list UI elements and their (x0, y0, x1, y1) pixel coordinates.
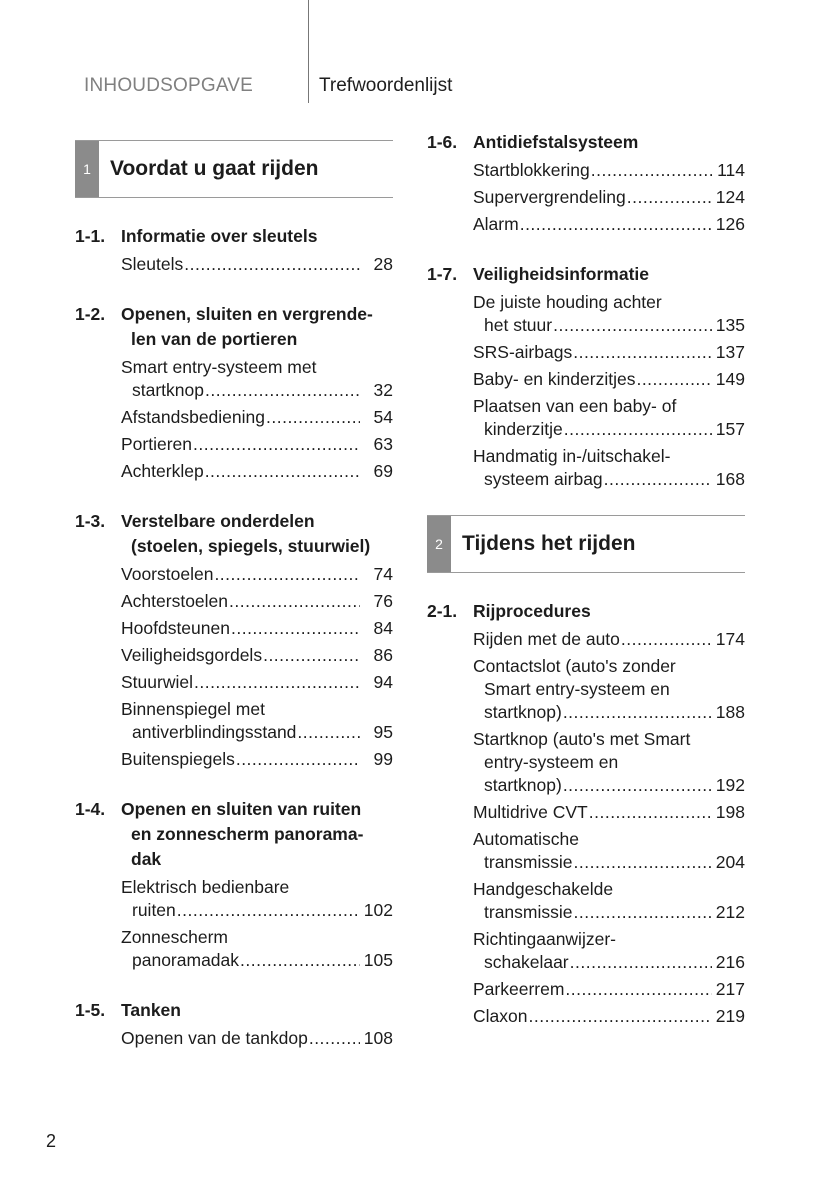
section-items (121, 253, 393, 276)
entry-page-number: 157 (715, 419, 745, 439)
entry-label-line: entry-systeem en (484, 752, 619, 772)
entry-label-line: Startblokkering (473, 160, 590, 180)
section-title (473, 262, 745, 287)
entry-page-number: 28 (373, 254, 393, 274)
toc-entry[interactable] (473, 628, 745, 651)
toc-section (427, 262, 745, 491)
chapter-title: Tijdens het rijden (462, 532, 636, 555)
section-title (473, 599, 745, 624)
section-items (121, 876, 393, 972)
section-items (473, 628, 745, 1028)
section-number: 1-4. (75, 799, 106, 819)
toc-entry[interactable] (121, 876, 393, 922)
toc-section (75, 998, 393, 1050)
dot-leader (553, 314, 712, 337)
entry-row (473, 774, 745, 797)
toc-entry[interactable] (121, 356, 393, 402)
entry-label-line: Automatische (473, 829, 580, 849)
dot-leader (184, 253, 360, 276)
entry-row (473, 628, 745, 651)
section-title (121, 302, 393, 352)
entry-page-number: 188 (715, 702, 745, 722)
toc-entry[interactable] (121, 406, 393, 429)
section-title-line: Informatie over sleutels (121, 226, 318, 246)
entry-label-line: het stuur (484, 315, 553, 335)
dot-leader (564, 418, 712, 441)
dot-leader (194, 671, 360, 694)
toc-entry[interactable] (121, 460, 393, 483)
entry-label-line: Claxon (473, 1006, 528, 1026)
toc-entry[interactable] (473, 828, 745, 874)
dot-leader (309, 1027, 360, 1050)
entry-label-line: ruiten (132, 900, 176, 920)
section-title-line: Verstelbare onderdelen (121, 511, 315, 531)
entry-row (121, 671, 393, 694)
entry-label-line: Binnenspiegel met (121, 699, 265, 719)
section-title-line: dak (131, 849, 162, 869)
entry-label-line: De juiste houding achter (473, 292, 662, 312)
dot-leader (589, 801, 712, 824)
entry-row (473, 978, 745, 1001)
entry-page-number: 94 (373, 672, 393, 692)
entry-label-line: systeem airbag (484, 469, 603, 489)
entry-row (473, 468, 745, 491)
entry-label-line: Zonnescherm (121, 927, 228, 947)
entry-row (473, 341, 745, 364)
entry-label-line: schakelaar (484, 952, 569, 972)
entry-page-number: 217 (715, 979, 745, 999)
entry-page-number: 76 (373, 591, 393, 611)
dot-leader (604, 468, 712, 491)
section-number: 1-1. (75, 226, 106, 246)
entry-row (121, 590, 393, 613)
section-title-line: Tanken (121, 1000, 181, 1020)
header-index-tab[interactable]: Trefwoordenlijst (319, 75, 453, 96)
entry-label-line: Richtingaanwijzer- (473, 929, 616, 949)
entry-row (473, 701, 745, 724)
entry-label-line: Startknop (auto's met Smart (473, 729, 691, 749)
toc-entry[interactable] (473, 878, 745, 924)
dot-leader (297, 721, 360, 744)
toc-right-column (427, 130, 745, 1032)
entry-row (473, 213, 745, 236)
toc-entry[interactable] (473, 395, 745, 441)
toc-section (427, 130, 745, 236)
dot-leader (573, 341, 712, 364)
section-title (121, 797, 393, 872)
entry-label-line: Portieren (121, 434, 193, 454)
entry-label-line: Smart entry-systeem met (121, 357, 317, 377)
dot-leader (591, 159, 712, 182)
section-title-line: Rijprocedures (473, 601, 591, 621)
entry-label-line: Contactslot (auto's zonder (473, 656, 676, 676)
toc-entry[interactable] (121, 671, 393, 694)
section-number: 1-6. (427, 132, 458, 152)
section-items (121, 1027, 393, 1050)
entry-page-number: 105 (363, 950, 393, 970)
section-title (121, 998, 393, 1023)
entry-label-line: Alarm (473, 214, 519, 234)
entry-page-number: 198 (715, 802, 745, 822)
entry-row (121, 617, 393, 640)
section-title-line: Antidiefstalsysteem (473, 132, 639, 152)
entry-page-number: 54 (373, 407, 393, 427)
dot-leader (565, 978, 712, 1001)
toc-entry[interactable] (473, 341, 745, 364)
section-items (121, 356, 393, 483)
entry-page-number: 63 (373, 434, 393, 454)
entry-row (473, 186, 745, 209)
section-number: 1-2. (75, 304, 106, 324)
dot-leader (570, 951, 712, 974)
entry-page-number: 135 (715, 315, 745, 335)
entry-label-line: Buitenspiegels (121, 749, 235, 769)
section-number: 1-3. (75, 511, 106, 531)
toc-entry[interactable] (473, 1005, 745, 1028)
entry-label-line: SRS-airbags (473, 342, 573, 362)
section-title-line: Openen en sluiten van ruiten (121, 799, 362, 819)
section-number: 2-1. (427, 601, 458, 621)
entry-page-number: 114 (717, 160, 745, 180)
entry-label-line: Rijden met de auto (473, 629, 620, 649)
entry-row (121, 748, 393, 771)
toc-entry[interactable] (121, 253, 393, 276)
section-title (121, 509, 393, 559)
section-title (121, 224, 393, 249)
toc-entry[interactable] (121, 563, 393, 586)
section-heading[interactable] (75, 797, 393, 872)
dot-leader (563, 701, 712, 724)
toc-entry[interactable] (121, 698, 393, 744)
entry-label-line: Openen van de tankdop (121, 1028, 308, 1048)
toc-entry[interactable] (473, 445, 745, 491)
section-heading[interactable] (427, 262, 745, 287)
toc-left-column (75, 140, 393, 1054)
entry-page-number: 126 (715, 214, 745, 234)
dot-leader (205, 460, 360, 483)
section-title-line: en zonnescherm panorama- (131, 824, 364, 844)
toc-section (75, 509, 393, 771)
toc-entry[interactable] (473, 368, 745, 391)
entry-label-line: Achterklep (121, 461, 204, 481)
section-items (121, 563, 393, 771)
dot-leader (563, 774, 712, 797)
toc-entry[interactable] (473, 159, 745, 182)
entry-page-number: 69 (373, 461, 393, 481)
entry-page-number: 137 (715, 342, 745, 362)
entry-page-number: 168 (715, 469, 745, 489)
dot-leader (236, 748, 360, 771)
entry-row (121, 721, 393, 744)
toc-entry[interactable] (121, 644, 393, 667)
entry-row (121, 899, 393, 922)
section-items (473, 159, 745, 236)
section-title-line: (stoelen, spiegels, stuurwiel) (131, 536, 371, 556)
entry-page-number: 216 (715, 952, 745, 972)
entry-page-number: 174 (715, 629, 745, 649)
entry-row (121, 949, 393, 972)
entry-page-number: 204 (715, 852, 745, 872)
entry-label-line: panoramadak (132, 950, 240, 970)
toc-entry[interactable] (121, 926, 393, 972)
section-heading[interactable] (75, 998, 393, 1023)
chapter-1-banner[interactable] (75, 140, 393, 198)
header-contents-tab[interactable]: INHOUDSOPGAVE (84, 75, 254, 96)
entry-label-line: Hoofdsteunen (121, 618, 230, 638)
section-heading[interactable] (75, 302, 393, 352)
dot-leader (193, 433, 360, 456)
entry-label-line: startknop) (484, 702, 562, 722)
entry-label-line: Afstandsbediening (121, 407, 265, 427)
entry-row (473, 368, 745, 391)
entry-row (473, 801, 745, 824)
toc-entry[interactable] (121, 748, 393, 771)
toc-section (75, 302, 393, 483)
entry-page-number: 192 (715, 775, 745, 795)
page-number: 2 (46, 1131, 57, 1151)
section-number: 1-7. (427, 264, 458, 284)
entry-label-line: Baby- en kinderzitjes (473, 369, 636, 389)
entry-row (121, 406, 393, 429)
chapter-number: 2 (427, 516, 451, 572)
toc-entry[interactable] (473, 186, 745, 209)
chapter-2-banner[interactable] (427, 515, 745, 573)
toc-entry[interactable] (473, 213, 745, 236)
section-items (473, 291, 745, 491)
entry-label-line: kinderzitje (484, 419, 563, 439)
dot-leader (231, 617, 360, 640)
dot-leader (240, 949, 360, 972)
dot-leader (266, 406, 360, 429)
dot-leader (205, 379, 360, 402)
entry-label-line: Voorstoelen (121, 564, 214, 584)
header-divider (308, 0, 309, 103)
section-heading[interactable] (427, 599, 745, 624)
dot-leader (177, 899, 360, 922)
dot-leader (263, 644, 360, 667)
toc-entry[interactable] (121, 1027, 393, 1050)
entry-label-line: Handmatig in-/uitschakel- (473, 446, 671, 466)
entry-label-line: Stuurwiel (121, 672, 193, 692)
entry-row (473, 851, 745, 874)
entry-label-line: transmissie (484, 852, 573, 872)
entry-row (473, 1005, 745, 1028)
section-number: 1-5. (75, 1000, 106, 1020)
dot-leader (229, 590, 360, 613)
entry-label-line: startknop) (484, 775, 562, 795)
toc-entry[interactable] (473, 291, 745, 337)
entry-label-line: antiverblindingsstand (132, 722, 297, 742)
toc-entry[interactable] (473, 928, 745, 974)
dot-leader (627, 186, 712, 209)
entry-page-number: 212 (715, 902, 745, 922)
dot-leader (574, 901, 713, 924)
toc-entry[interactable] (473, 655, 745, 724)
entry-label-line: Supervergrendeling (473, 187, 626, 207)
entry-label-line: transmissie (484, 902, 573, 922)
entry-label-line: startknop (132, 380, 204, 400)
entry-label-line: Veiligheidsgordels (121, 645, 263, 665)
toc-entry[interactable] (121, 617, 393, 640)
chapter-title: Voordat u gaat rijden (110, 157, 319, 180)
entry-row (121, 460, 393, 483)
section-heading[interactable] (75, 224, 393, 249)
dot-leader (520, 213, 712, 236)
entry-row (473, 418, 745, 441)
chapter-number: 1 (75, 141, 99, 197)
entry-label-line: Smart entry-systeem en (484, 679, 670, 699)
dot-leader (621, 628, 712, 651)
entry-page-number: 95 (373, 722, 393, 742)
entry-row (121, 433, 393, 456)
section-heading[interactable] (75, 509, 393, 559)
entry-label-line: Handgeschakelde (473, 879, 614, 899)
entry-page-number: 99 (373, 749, 393, 769)
entry-row (121, 644, 393, 667)
entry-label-line: Multidrive CVT (473, 802, 588, 822)
entry-page-number: 108 (363, 1028, 393, 1048)
toc-section (75, 224, 393, 276)
entry-row (473, 159, 745, 182)
toc-entry[interactable] (121, 433, 393, 456)
section-title-line: Openen, sluiten en vergrende- (121, 304, 373, 324)
toc-entry[interactable] (121, 590, 393, 613)
dot-leader (574, 851, 713, 874)
entry-label-line: Elektrisch bedienbare (121, 877, 290, 897)
entry-page-number: 149 (715, 369, 745, 389)
section-title (473, 130, 745, 155)
entry-row (121, 563, 393, 586)
entry-label-line: Plaatsen van een baby- of (473, 396, 677, 416)
entry-page-number: 84 (373, 618, 393, 638)
entry-row (121, 1027, 393, 1050)
entry-page-number: 124 (715, 187, 745, 207)
entry-row (473, 901, 745, 924)
entry-page-number: 102 (363, 900, 393, 920)
entry-label-line: Parkeerrem (473, 979, 565, 999)
entry-row (473, 951, 745, 974)
section-heading[interactable] (427, 130, 745, 155)
dot-leader (636, 368, 712, 391)
entry-page-number: 86 (373, 645, 393, 665)
entry-row (473, 314, 745, 337)
entry-page-number: 32 (373, 380, 393, 400)
entry-label-line: Sleutels (121, 254, 184, 274)
entry-row (121, 253, 393, 276)
dot-leader (214, 563, 360, 586)
section-title-line: len van de portieren (131, 329, 298, 349)
toc-section (427, 599, 745, 1028)
entry-page-number: 219 (715, 1006, 745, 1026)
toc-entry[interactable] (473, 801, 745, 824)
toc-section (75, 797, 393, 972)
toc-entry[interactable] (473, 978, 745, 1001)
entry-row (121, 379, 393, 402)
dot-leader (528, 1005, 712, 1028)
entry-page-number: 74 (373, 564, 393, 584)
entry-label-line: Achterstoelen (121, 591, 229, 611)
toc-entry[interactable] (473, 728, 745, 797)
section-title-line: Veiligheidsinformatie (473, 264, 650, 284)
